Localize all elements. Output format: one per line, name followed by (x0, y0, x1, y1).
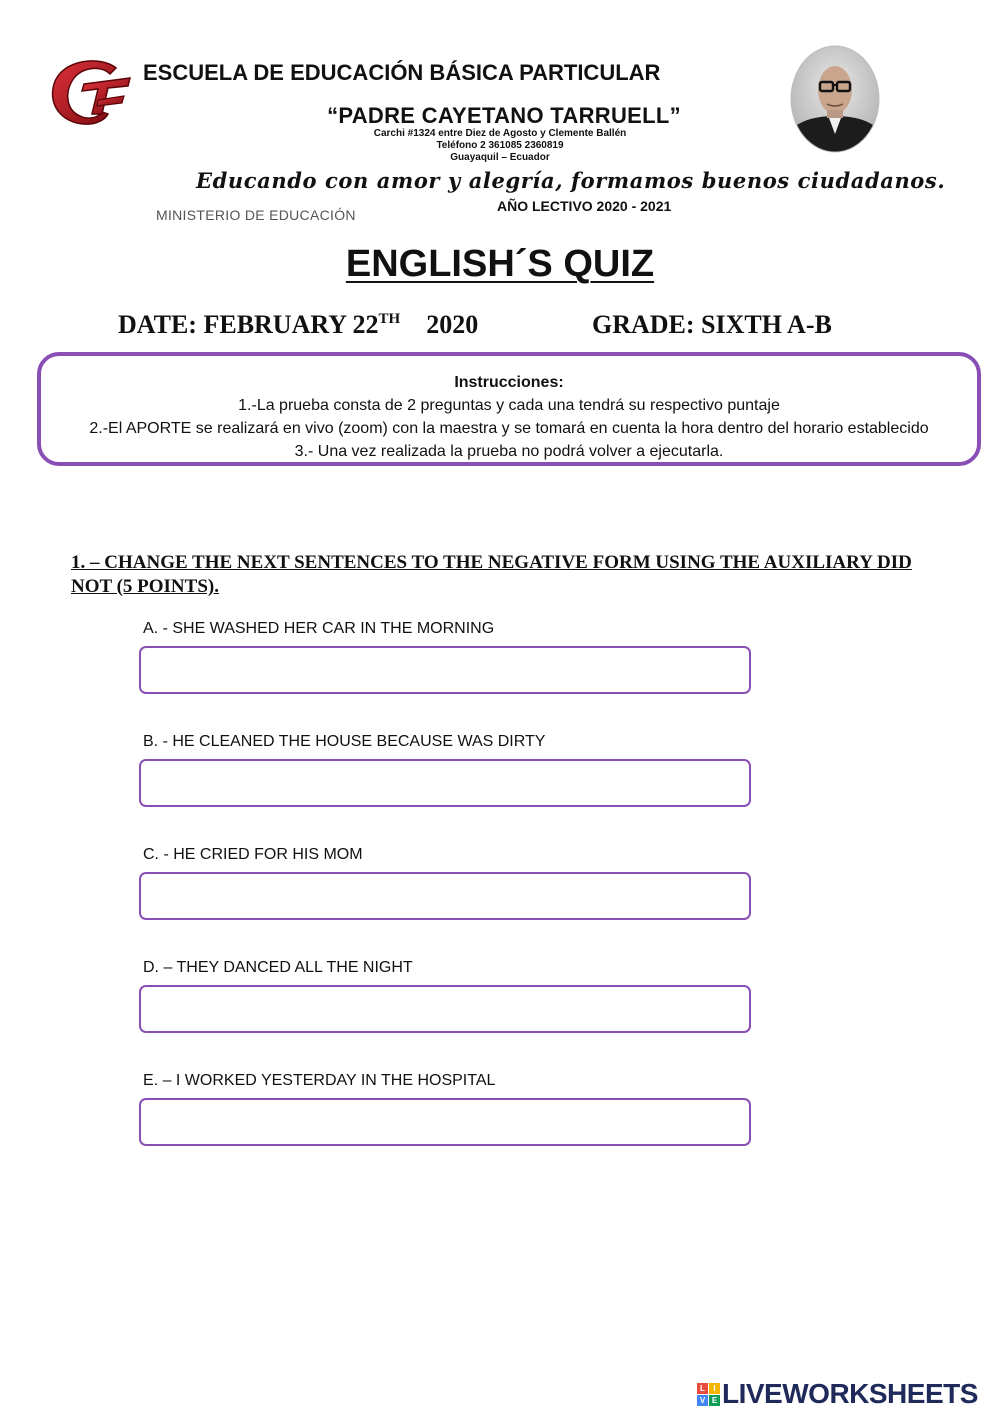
address-line: Carchi #1324 entre Diez de Agosto y Clemente Ballén (373, 128, 627, 139)
item-a-answer-input[interactable] (139, 646, 751, 694)
date-label: DATE: FEBRUARY 22 (118, 310, 379, 339)
item-e-label: E. – I WORKED YESTERDAY IN THE HOSPITAL (143, 1072, 496, 1089)
brand-letter-i: I (709, 1383, 720, 1394)
item-e-answer-input[interactable] (139, 1098, 751, 1146)
item-d-label: D. – THEY DANCED ALL THE NIGHT (143, 959, 413, 976)
item-b-answer-input[interactable] (139, 759, 751, 807)
liveworksheets-wordmark: LIVEWORKSHEETS (722, 1378, 978, 1409)
item-a-label: A. - SHE WASHED HER CAR IN THE MORNING (143, 620, 495, 637)
ministry-label: MINISTERIO DE EDUCACIÓN (156, 207, 356, 223)
school-subtitle: “PADRE CAYETANO TARRUELL” (327, 103, 681, 128)
date-year: 2020 (426, 310, 479, 339)
item-b-label: B. - HE CLEANED THE HOUSE BECAUSE WAS DIRTY (143, 733, 546, 750)
founder-portrait (789, 44, 881, 154)
brand-letter-e: E (709, 1395, 720, 1406)
city-line: Guayaquil – Ecuador (450, 152, 550, 163)
quiz-grade: GRADE: SIXTH A-B (592, 310, 832, 339)
quiz-date (118, 310, 478, 340)
instruction-line-1: 1.-La prueba consta de 2 preguntas y cada una tendrá su respectivo puntaje (238, 397, 780, 414)
brand-letter-v: V (697, 1395, 708, 1406)
item-c-answer-input[interactable] (139, 872, 751, 920)
item-d-answer-input[interactable] (139, 985, 751, 1033)
phone-line: Teléfono 2 361085 2360819 (436, 140, 564, 151)
instruction-line-3: 3.- Una vez realizada la prueba no podrá volver a ejecutarla. (294, 443, 724, 460)
school-motto: Educando con amor y alegría, formamos buenos ciudadanos. (196, 168, 946, 193)
school-name: ESCUELA DE EDUCACIÓN BÁSICA PARTICULAR (143, 60, 661, 85)
date-suffix: TH (378, 311, 401, 327)
instructions-title: Instrucciones: (454, 374, 564, 391)
instruction-line-2: 2.-El APORTE se realizará en vivo (zoom) con la maestra y se tomará en cuenta la hora dentro del horario establecido (89, 420, 929, 437)
brand-letter-l: L (697, 1383, 708, 1394)
item-c-label: C. - HE CRIED FOR HIS MOM (143, 846, 363, 863)
instructions-box (37, 352, 981, 466)
liveworksheets-brand (697, 1378, 978, 1410)
school-year: AÑO LECTIVO 2020 - 2021 (497, 198, 672, 214)
liveworksheets-logo-icon (697, 1383, 720, 1406)
question-1-prompt: 1. – CHANGE THE NEXT SENTENCES TO THE NEGATIVE FORM USING THE AUXILIARY DID NOT (5 POINTS). (71, 552, 912, 597)
quiz-title: ENGLISH´S QUIZ (345, 243, 655, 285)
